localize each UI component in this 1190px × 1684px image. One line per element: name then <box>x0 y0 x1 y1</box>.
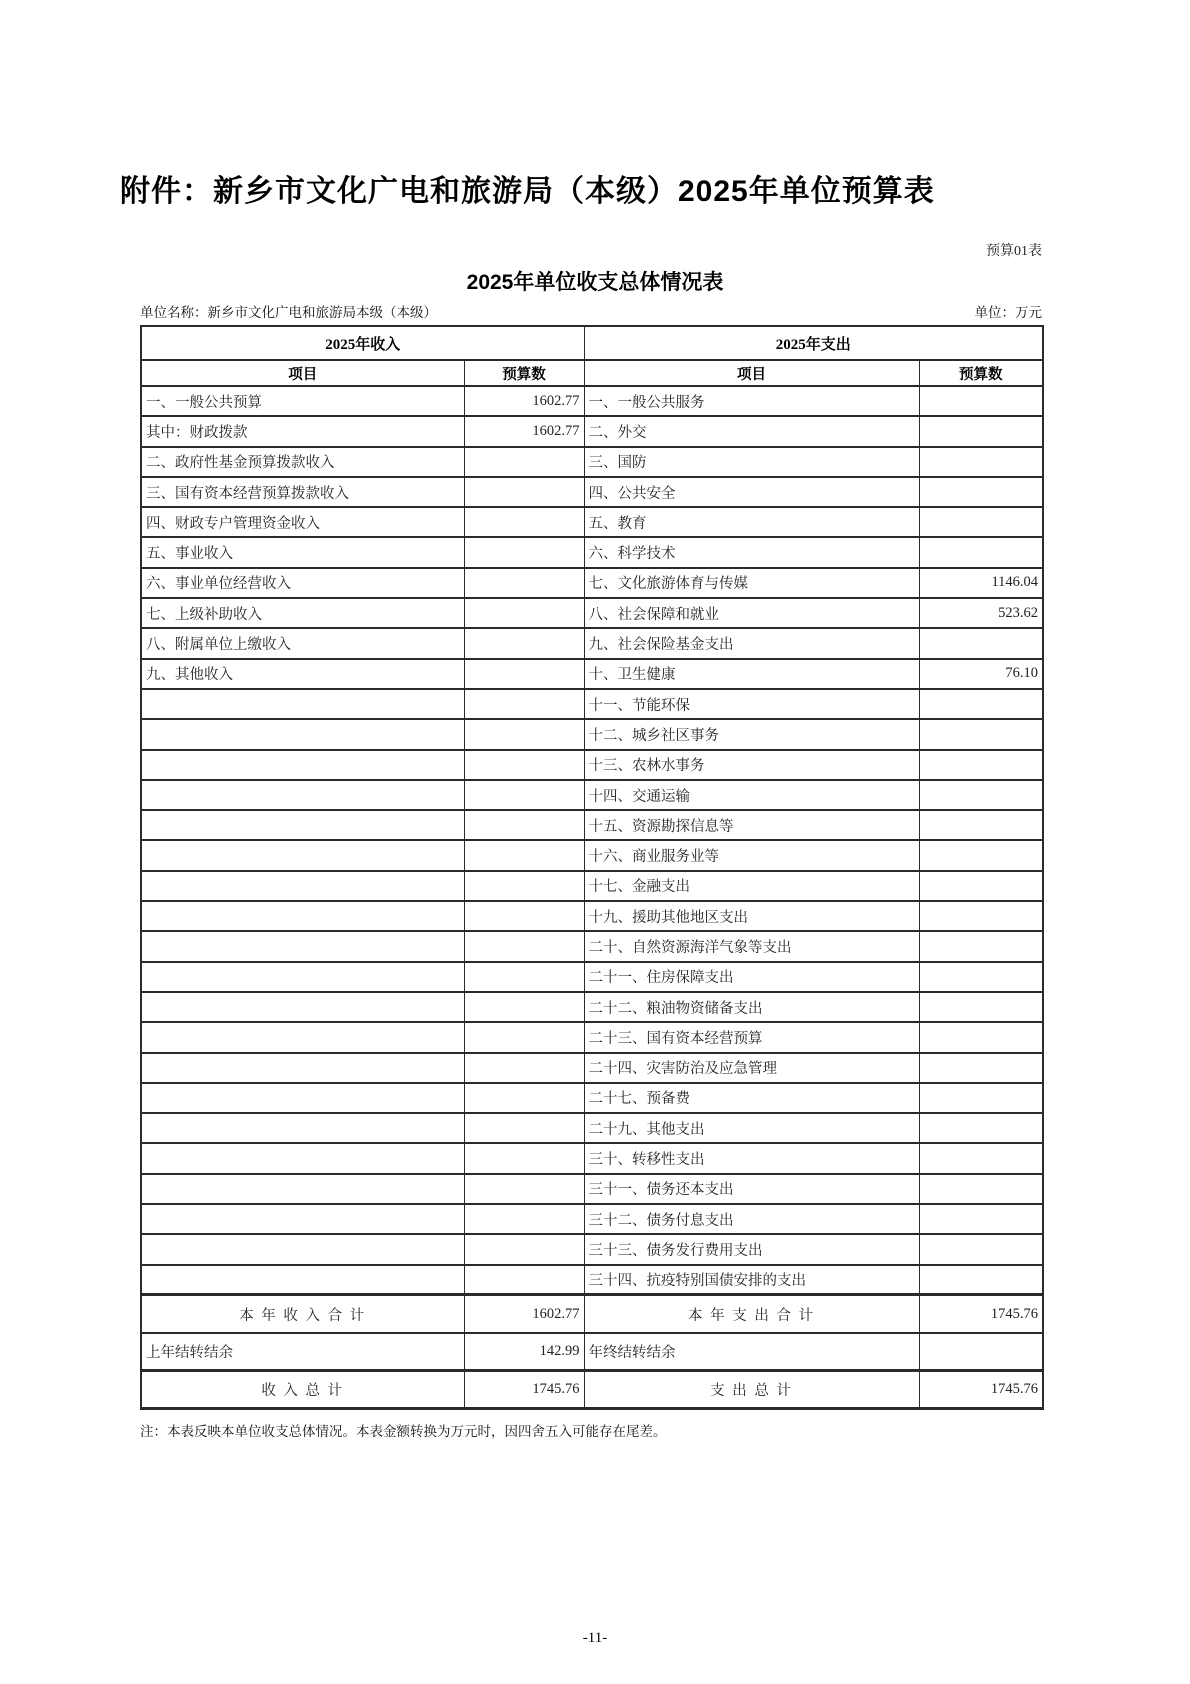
table-row <box>141 992 1043 1022</box>
expense-item-cell: 二十九、其他支出 <box>584 1113 919 1143</box>
income-value-cell <box>464 477 584 507</box>
expense-budget-column-header: 预算数 <box>919 360 1043 386</box>
income-total-value-cell: 1745.76 <box>464 1371 584 1409</box>
column-header-row <box>141 360 1043 386</box>
expense-value-cell <box>919 992 1043 1022</box>
expense-value-cell <box>919 810 1043 840</box>
expense-value-cell <box>919 719 1043 749</box>
document-title: 附件：新乡市文化广电和旅游局（本级）2025年单位预算表 <box>120 175 935 208</box>
expense-group-header: 2025年支出 <box>584 326 1043 360</box>
income-value-cell <box>464 962 584 992</box>
expense-value-cell <box>919 931 1043 961</box>
expense-item-cell: 十、卫生健康 <box>584 659 919 689</box>
table-row <box>141 386 1043 416</box>
expense-value-cell <box>919 537 1043 567</box>
expense-total-value-cell <box>919 1333 1043 1371</box>
expense-value-cell <box>919 1234 1043 1264</box>
income-value-cell <box>464 1265 584 1295</box>
income-value-cell <box>464 507 584 537</box>
table-row <box>141 1022 1043 1052</box>
expense-value-cell <box>919 901 1043 931</box>
expense-item-cell: 二十二、粮油物资储备支出 <box>584 992 919 1022</box>
expense-value-cell <box>919 962 1043 992</box>
income-value-cell <box>464 1204 584 1234</box>
income-item-cell <box>141 840 464 870</box>
expense-item-cell: 七、文化旅游体育与传媒 <box>584 568 919 598</box>
expense-value-cell <box>919 1022 1043 1052</box>
income-value-cell <box>464 750 584 780</box>
table-row <box>141 1083 1043 1113</box>
expense-item-cell: 四、公共安全 <box>584 477 919 507</box>
income-item-cell <box>141 1143 464 1173</box>
expense-item-cell: 九、社会保险基金支出 <box>584 628 919 658</box>
expense-total-label-cell: 支 出 总 计 <box>584 1371 919 1409</box>
income-item-cell: 三、国有资本经营预算拨款收入 <box>141 477 464 507</box>
expense-item-cell: 三十二、债务付息支出 <box>584 1204 919 1234</box>
table-row <box>141 659 1043 689</box>
table-row <box>141 901 1043 931</box>
table-row <box>141 537 1043 567</box>
expense-value-cell <box>919 628 1043 658</box>
income-item-cell <box>141 901 464 931</box>
table-row <box>141 931 1043 961</box>
page-number: -11- <box>582 1630 608 1646</box>
income-value-cell <box>464 537 584 567</box>
income-value-cell: 1602.77 <box>464 416 584 446</box>
income-value-cell: 1602.77 <box>464 386 584 416</box>
income-item-cell: 八、附属单位上缴收入 <box>141 628 464 658</box>
income-value-cell <box>464 1234 584 1264</box>
table-row <box>141 1053 1043 1083</box>
expense-value-cell <box>919 1143 1043 1173</box>
income-total-label-cell: 收 入 总 计 <box>141 1371 464 1409</box>
expense-value-cell <box>919 1053 1043 1083</box>
expense-item-cell: 八、社会保障和就业 <box>584 598 919 628</box>
table-row <box>141 568 1043 598</box>
expense-value-cell <box>919 750 1043 780</box>
table-row <box>141 598 1043 628</box>
expense-item-cell: 六、科学技术 <box>584 537 919 567</box>
income-value-cell <box>464 568 584 598</box>
expense-value-cell <box>919 447 1043 477</box>
expense-item-cell: 二十七、预备费 <box>584 1083 919 1113</box>
income-item-cell <box>141 1234 464 1264</box>
income-item-cell: 七、上级补助收入 <box>141 598 464 628</box>
income-item-cell <box>141 750 464 780</box>
unit-of-measure-label: 单位：万元 <box>974 305 1042 320</box>
table-row <box>141 1265 1043 1295</box>
expense-value-cell <box>919 477 1043 507</box>
totals-row <box>141 1333 1043 1371</box>
expense-value-cell <box>919 1265 1043 1295</box>
income-item-cell <box>141 1265 464 1295</box>
budget-summary-table <box>140 325 1044 1410</box>
expense-item-cell: 二十四、灾害防治及应急管理 <box>584 1053 919 1083</box>
table-row <box>141 810 1043 840</box>
income-item-cell: 九、其他收入 <box>141 659 464 689</box>
table-row <box>141 689 1043 719</box>
income-value-cell <box>464 780 584 810</box>
income-item-cell <box>141 992 464 1022</box>
income-item-cell <box>141 810 464 840</box>
expense-item-cell: 三十三、债务发行费用支出 <box>584 1234 919 1264</box>
expense-item-column-header: 项目 <box>584 360 919 386</box>
expense-value-cell <box>919 1113 1043 1143</box>
income-total-value-cell: 1602.77 <box>464 1295 584 1333</box>
income-item-cell <box>141 1083 464 1113</box>
expense-item-cell: 三十一、债务还本支出 <box>584 1174 919 1204</box>
income-total-label-cell: 本 年 收 入 合 计 <box>141 1295 464 1333</box>
totals-row <box>141 1371 1043 1409</box>
expense-item-cell: 五、教育 <box>584 507 919 537</box>
income-value-cell <box>464 1113 584 1143</box>
table-row <box>141 871 1043 901</box>
expense-value-cell <box>919 507 1043 537</box>
unit-name-label: 单位名称：新乡市文化广电和旅游局本级（本级） <box>140 305 437 320</box>
income-value-cell <box>464 447 584 477</box>
income-item-cell <box>141 1022 464 1052</box>
table-row <box>141 1113 1043 1143</box>
expense-total-label-cell: 年终结转结余 <box>584 1333 919 1371</box>
income-value-cell <box>464 598 584 628</box>
income-value-cell <box>464 992 584 1022</box>
income-item-cell <box>141 1174 464 1204</box>
income-item-cell <box>141 780 464 810</box>
expense-item-cell: 十一、节能环保 <box>584 689 919 719</box>
expense-total-label-cell: 本 年 支 出 合 计 <box>584 1295 919 1333</box>
income-value-cell <box>464 871 584 901</box>
expense-item-cell: 二、外交 <box>584 416 919 446</box>
income-item-cell <box>141 1113 464 1143</box>
income-item-cell <box>141 689 464 719</box>
income-item-cell: 五、事业收入 <box>141 537 464 567</box>
table-row <box>141 628 1043 658</box>
income-item-column-header: 项目 <box>141 360 464 386</box>
expense-value-cell: 523.62 <box>919 598 1043 628</box>
income-value-cell <box>464 1143 584 1173</box>
income-value-cell <box>464 931 584 961</box>
income-value-cell <box>464 1083 584 1113</box>
table-title: 2025年单位收支总体情况表 <box>466 271 724 294</box>
expense-item-cell: 三十、转移性支出 <box>584 1143 919 1173</box>
income-value-cell <box>464 659 584 689</box>
table-row <box>141 1234 1043 1264</box>
table-row <box>141 477 1043 507</box>
income-item-cell <box>141 1053 464 1083</box>
expense-value-cell <box>919 840 1043 870</box>
income-value-cell <box>464 1174 584 1204</box>
income-group-header: 2025年收入 <box>141 326 584 360</box>
table-row <box>141 962 1043 992</box>
table-meta-line <box>140 301 1042 321</box>
expense-item-cell: 三十四、抗疫特别国债安排的支出 <box>584 1265 919 1295</box>
table-row <box>141 1204 1043 1234</box>
expense-item-cell: 十九、援助其他地区支出 <box>584 901 919 931</box>
income-item-cell: 六、事业单位经营收入 <box>141 568 464 598</box>
income-value-cell <box>464 628 584 658</box>
footnote: 注：本表反映本单位收支总体情况。本表金额转换为万元时，因四舍五入可能存在尾差。 <box>140 1424 667 1439</box>
table-row <box>141 750 1043 780</box>
table-row <box>141 416 1043 446</box>
income-value-cell <box>464 840 584 870</box>
income-total-label-cell: 上年结转结余 <box>141 1333 464 1371</box>
income-item-cell <box>141 962 464 992</box>
expense-value-cell: 1146.04 <box>919 568 1043 598</box>
income-item-cell: 其中：财政拨款 <box>141 416 464 446</box>
expense-item-cell: 十三、农林水事务 <box>584 750 919 780</box>
expense-item-cell: 十二、城乡社区事务 <box>584 719 919 749</box>
income-value-cell <box>464 719 584 749</box>
expense-item-cell: 十七、金融支出 <box>584 871 919 901</box>
income-item-cell <box>141 871 464 901</box>
expense-value-cell <box>919 871 1043 901</box>
income-item-cell: 四、财政专户管理资金收入 <box>141 507 464 537</box>
expense-total-value-cell: 1745.76 <box>919 1295 1043 1333</box>
table-row <box>141 780 1043 810</box>
expense-value-cell <box>919 1204 1043 1234</box>
table-row <box>141 719 1043 749</box>
income-total-value-cell: 142.99 <box>464 1333 584 1371</box>
expense-value-cell <box>919 1083 1043 1113</box>
expense-value-cell <box>919 1174 1043 1204</box>
expense-item-cell: 三、国防 <box>584 447 919 477</box>
table-row <box>141 1174 1043 1204</box>
expense-value-cell <box>919 780 1043 810</box>
expense-item-cell: 十五、资源勘探信息等 <box>584 810 919 840</box>
expense-item-cell: 二十一、住房保障支出 <box>584 962 919 992</box>
income-item-cell <box>141 719 464 749</box>
expense-item-cell: 十四、交通运输 <box>584 780 919 810</box>
income-budget-column-header: 预算数 <box>464 360 584 386</box>
income-item-cell <box>141 931 464 961</box>
expense-value-cell <box>919 416 1043 446</box>
expense-item-cell: 二十三、国有资本经营预算 <box>584 1022 919 1052</box>
income-item-cell <box>141 1204 464 1234</box>
income-value-cell <box>464 689 584 719</box>
group-header-row <box>141 326 1043 360</box>
income-value-cell <box>464 901 584 931</box>
expense-item-cell: 二十、自然资源海洋气象等支出 <box>584 931 919 961</box>
expense-value-cell <box>919 386 1043 416</box>
totals-row <box>141 1295 1043 1333</box>
table-row <box>141 1143 1043 1173</box>
table-row <box>141 507 1043 537</box>
income-value-cell <box>464 810 584 840</box>
income-value-cell <box>464 1053 584 1083</box>
table-code-label: 预算01表 <box>986 244 1042 259</box>
income-value-cell <box>464 1022 584 1052</box>
expense-value-cell: 76.10 <box>919 659 1043 689</box>
income-item-cell: 二、政府性基金预算拨款收入 <box>141 447 464 477</box>
expense-item-cell: 十六、商业服务业等 <box>584 840 919 870</box>
expense-item-cell: 一、一般公共服务 <box>584 386 919 416</box>
income-item-cell: 一、一般公共预算 <box>141 386 464 416</box>
table-row <box>141 840 1043 870</box>
expense-total-value-cell: 1745.76 <box>919 1371 1043 1409</box>
expense-value-cell <box>919 689 1043 719</box>
table-row <box>141 447 1043 477</box>
